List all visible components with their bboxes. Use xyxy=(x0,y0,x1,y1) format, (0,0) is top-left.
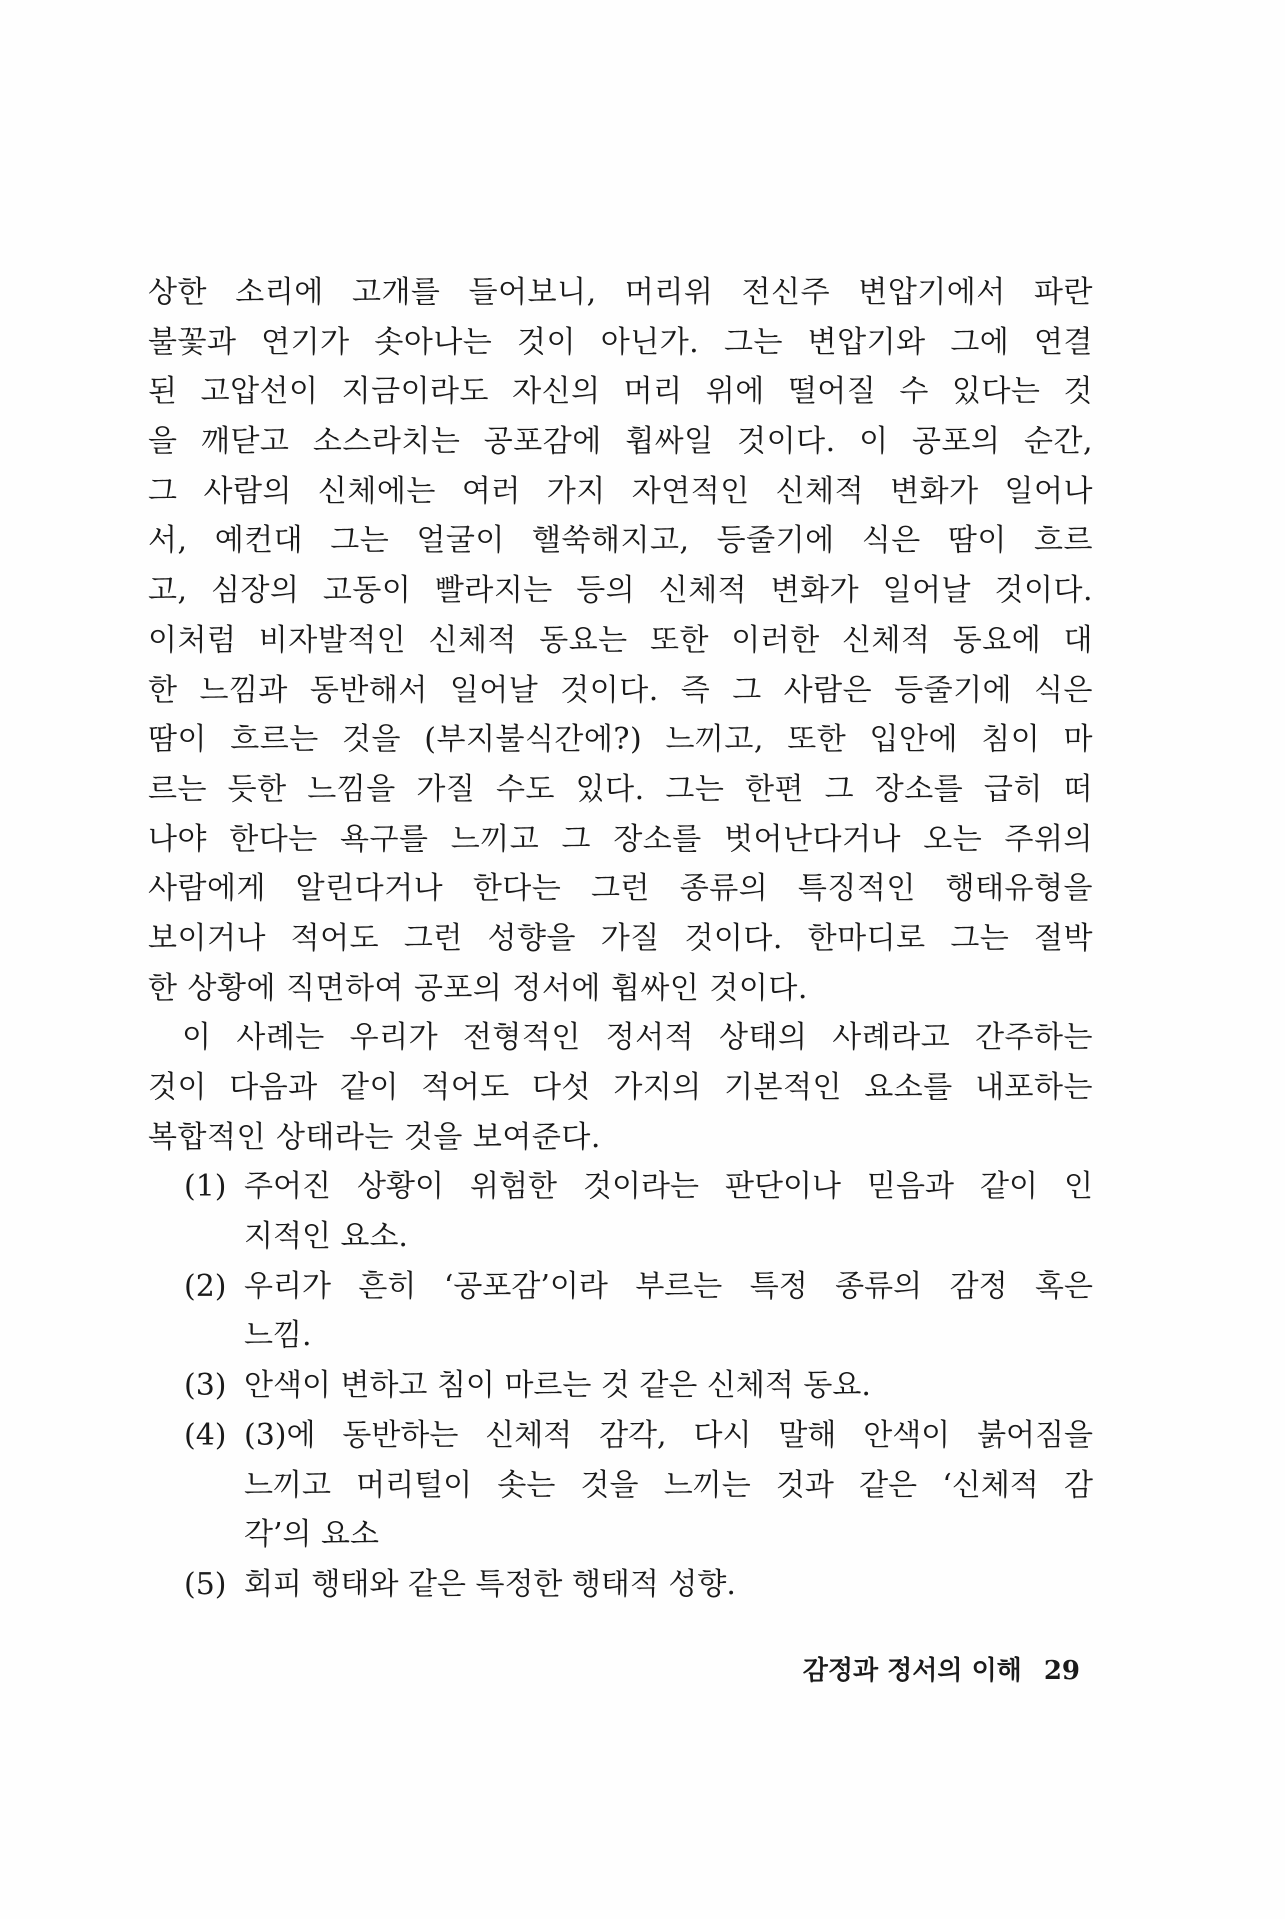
text-line: 불꽃과 연기가 솟아나는 것이 아닌가. 그는 변압기와 그에 연결 xyxy=(148,324,1093,360)
list-item-text: 각’의 요소 xyxy=(244,1517,379,1553)
text-line: 복합적인 상태라는 것을 보여준다. xyxy=(148,1119,601,1155)
list-item xyxy=(148,1411,1093,1560)
text-line: 을 깨닫고 소스라치는 공포감에 휩싸일 것이다. 이 공포의 순간, xyxy=(148,424,1093,460)
text-line: 그 사람의 신체에는 여러 가지 자연적인 신체적 변화가 일어나 xyxy=(148,473,1093,509)
list-item-text: (3)에 동반하는 신체적 감각, 다시 말해 안색이 붉어짐을 xyxy=(244,1417,1093,1453)
list-item-text: 안색이 변하고 침이 마르는 것 같은 신체적 동요. xyxy=(244,1368,871,1404)
text-line: 상한 소리에 고개를 들어보니, 머리위 전신주 변압기에서 파란 xyxy=(148,275,1093,310)
list-item xyxy=(148,1361,1093,1411)
list-item-text: 주어진 상황이 위험한 것이라는 판단이나 믿음과 같이 인 xyxy=(244,1169,1093,1205)
list-item xyxy=(148,1262,1093,1361)
list-item-number: (1) xyxy=(184,1169,227,1205)
page-footer xyxy=(740,1650,1080,1687)
text-line: 땀이 흐르는 것을 (부지불식간에?) 느끼고, 또한 입안에 침이 마 xyxy=(148,722,1093,758)
paragraph-1 xyxy=(148,268,1093,1013)
list-item xyxy=(148,1162,1093,1261)
page-number: 29 xyxy=(1043,1656,1080,1686)
text-line: 고, 심장의 고동이 빨라지는 등의 신체적 변화가 일어날 것이다. xyxy=(148,573,1093,609)
text-line: 이처럼 비자발적인 신체적 동요는 또한 이러한 신체적 동요에 대 xyxy=(148,622,1093,658)
text-line: 르는 듯한 느낌을 가질 수도 있다. 그는 한편 그 장소를 급히 떠 xyxy=(148,771,1093,807)
text-line: 한 느낌과 동반해서 일어날 것이다. 즉 그 사람은 등줄기에 식은 xyxy=(148,672,1093,708)
list-item-text: 회피 행태와 같은 특정한 행태적 성향. xyxy=(244,1566,736,1602)
list-item-text: 지적인 요소. xyxy=(244,1219,408,1255)
text-line: 이 사례는 우리가 전형적인 정서적 상태의 사례라고 간주하는 xyxy=(182,1020,1093,1056)
list-item-text: 느끼고 머리털이 솟는 것을 느끼는 것과 같은 ‘신체적 감 xyxy=(244,1467,1093,1503)
text-line: 보이거나 적어도 그런 성향을 가질 것이다. 한마디로 그는 절박 xyxy=(148,920,1093,956)
list-item-text: 우리가 흔히 ‘공포감’이라 부르는 특정 종류의 감정 혹은 xyxy=(244,1268,1093,1304)
text-line: 한 상황에 직면하여 공포의 정서에 휩싸인 것이다. xyxy=(148,970,808,1006)
body-text xyxy=(148,268,1093,1610)
list-item-number: (3) xyxy=(184,1368,227,1404)
list-item xyxy=(148,1560,1093,1610)
text-line: 나야 한다는 욕구를 느끼고 그 장소를 벗어난다거나 오는 주위의 xyxy=(148,821,1093,857)
list-item-text: 느낌. xyxy=(244,1318,312,1354)
list-item-number: (5) xyxy=(184,1566,227,1602)
list-item-number: (4) xyxy=(184,1417,227,1453)
text-line: 사람에게 알린다거나 한다는 그런 종류의 특징적인 행태유형을 xyxy=(148,871,1093,907)
text-line: 된 고압선이 지금이라도 자신의 머리 위에 떨어질 수 있다는 것 xyxy=(148,374,1093,410)
list-item-number: (2) xyxy=(184,1268,227,1304)
numbered-list xyxy=(148,1162,1093,1609)
text-line: 것이 다음과 같이 적어도 다섯 가지의 기본적인 요소를 내포하는 xyxy=(148,1070,1093,1105)
running-title: 감정과 정서의 이해 xyxy=(802,1656,1022,1686)
paragraph-2 xyxy=(148,1013,1093,1162)
text-line: 서, 예컨대 그는 얼굴이 핼쑥해지고, 등줄기에 식은 땀이 흐르 xyxy=(148,523,1093,559)
